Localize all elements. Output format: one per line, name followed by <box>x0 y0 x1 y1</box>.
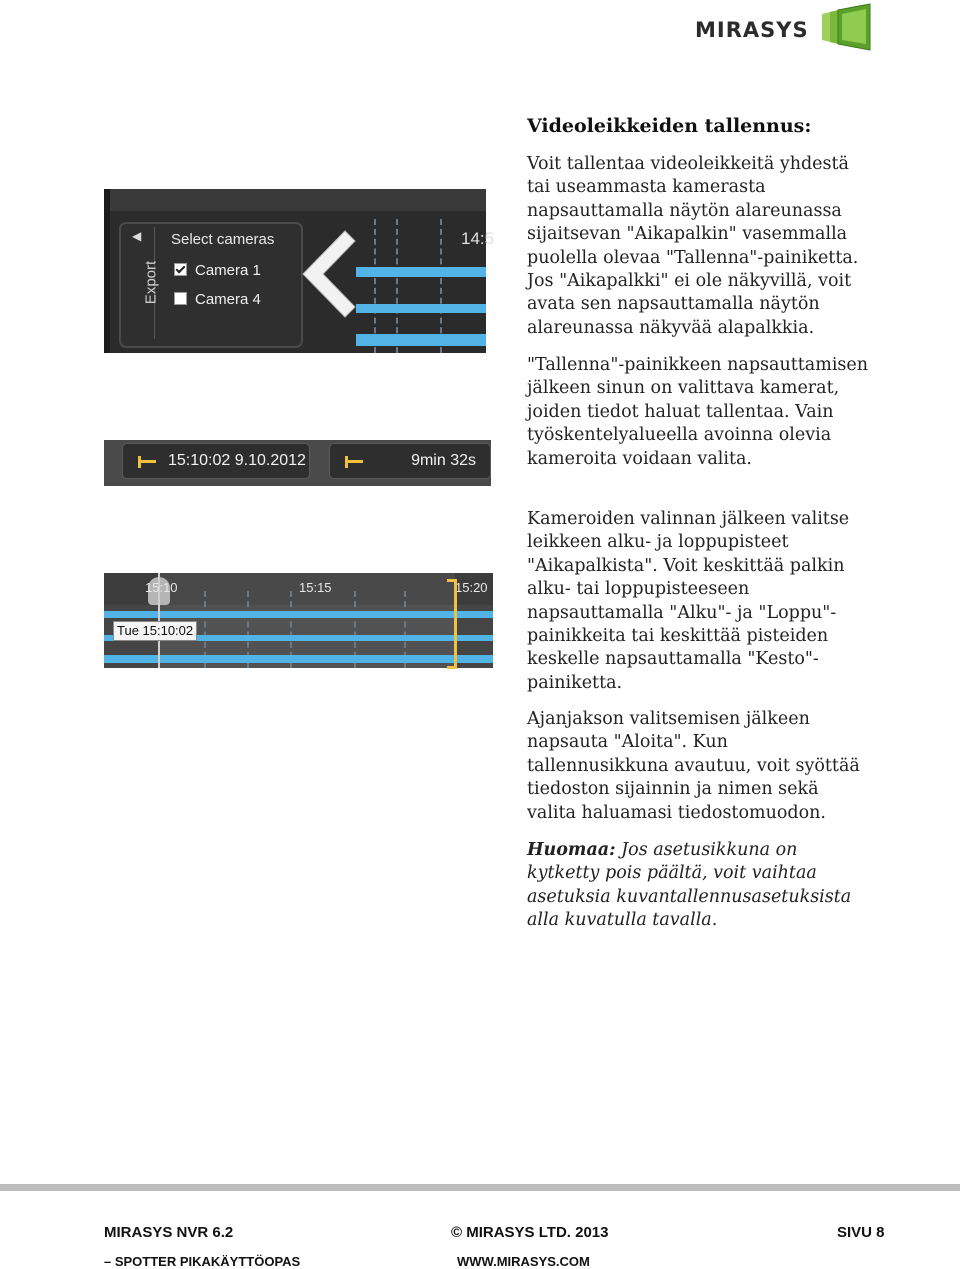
camera-4-label: Camera 4 <box>195 291 261 308</box>
recording-bar <box>104 655 493 663</box>
camera-1-checkbox[interactable] <box>174 263 187 276</box>
paragraph-3: Kameroiden valinnan jälkeen valitse leikkeen alku- ja loppupisteet "Aikapalkista". Voit keskittää palkin alku- tai loppupisteeseen napsauttamalla "Alku"- ja "Loppu"-painikkeita tai keskittää pisteiden keskelle napsauttamalla "Kesto"-painiketta. <box>527 509 850 693</box>
timeline-screenshot <box>104 573 493 668</box>
footer-copyright: © MIRASYS LTD. 2013 <box>451 1224 609 1241</box>
timeline-gridline <box>440 219 442 353</box>
collapse-arrow-icon[interactable]: ◀ <box>132 229 142 243</box>
timeline-gridline <box>374 219 376 353</box>
camera-4-option[interactable] <box>174 291 261 308</box>
timeline-left-edge <box>104 189 110 353</box>
duration-value: 9min 32s <box>411 452 476 469</box>
timeline-top-band <box>104 189 486 211</box>
camera-1-label: Camera 1 <box>195 262 261 279</box>
note-paragraph <box>527 839 872 933</box>
timeline-gridline <box>396 219 398 353</box>
start-marker-icon <box>138 456 156 468</box>
footer-guide-title: – SPOTTER PIKAKÄYTTÖOPAS <box>104 1254 301 1269</box>
footer-page-number: SIVU 8 <box>837 1224 885 1241</box>
mirasys-logo <box>695 4 880 52</box>
footer-product: MIRASYS NVR 6.2 <box>104 1224 234 1241</box>
section-heading: Videoleikkeiden tallennus: <box>527 115 812 137</box>
time-fields-screenshot <box>104 440 491 486</box>
camera-4-checkbox[interactable] <box>174 292 187 305</box>
recording-bar <box>104 611 493 618</box>
logo-wordmark: MIRASYS <box>695 18 809 42</box>
chevron-left-icon[interactable] <box>297 229 357 319</box>
recording-bar <box>356 304 486 313</box>
footer-url: WWW.MIRASYS.COM <box>457 1254 590 1269</box>
note-label: Huomaa: <box>527 840 616 860</box>
time-tooltip: Tue 15:10:02 <box>113 621 197 641</box>
tick-label-1: 15:10 <box>145 580 178 595</box>
paragraph-4: Ajanjakson valitsemisen jälkeen napsauta "Aloita". Kun tallennusikkuna avautuu, voit syöttää tiedoston sijainnin ja nimen sekä valita haluamasi tiedostomuodon. <box>527 709 860 823</box>
duration-marker-icon <box>345 456 363 468</box>
end-marker-bracket[interactable] <box>447 579 457 669</box>
camera-1-option[interactable] <box>174 262 261 279</box>
export-tab-label: Export <box>142 260 160 305</box>
start-time-value: 15:10:02 9.10.2012 <box>168 452 306 469</box>
tick-label-3: 15:20 <box>455 580 488 595</box>
tick-label-2: 15:15 <box>299 580 332 595</box>
paragraph-2: "Tallenna"-painikkeen napsauttamisen jälkeen sinun on valittava kamerat, joiden tiedot haluat tallentaa. Vain työskentelyalueella avoinna olevia kameroita voidaan valita. <box>527 355 869 469</box>
start-time-field[interactable] <box>122 443 310 479</box>
duration-field[interactable] <box>329 443 491 479</box>
logo-mark-icon <box>816 4 874 50</box>
recording-bar <box>356 334 486 346</box>
recording-bar <box>356 267 486 277</box>
paragraph-1: Voit tallentaa videoleikkeitä yhdestä tai useammasta kamerasta napsauttamalla näytön alareunassa sijaitsevan "Aikapalkin" vasemmalla puolella olevaa "Tallenna"-painiketta. Jos "Aikapalkki" ei ole näkyvillä, voit avata sen napsauttamalla näytön alareunassa näkyvää alapalkkia. <box>527 154 859 338</box>
note-text: Jos asetusikkuna on kytketty pois päältä, voit vaihtaa asetuksia kuvantallennusasetuksista alla kuvatulla tavalla. <box>527 840 852 931</box>
select-cameras-label: Select cameras <box>171 231 275 248</box>
footer-divider <box>0 1184 960 1191</box>
timeline-time-label: 14:5 <box>461 229 495 248</box>
export-panel-screenshot <box>104 189 495 353</box>
